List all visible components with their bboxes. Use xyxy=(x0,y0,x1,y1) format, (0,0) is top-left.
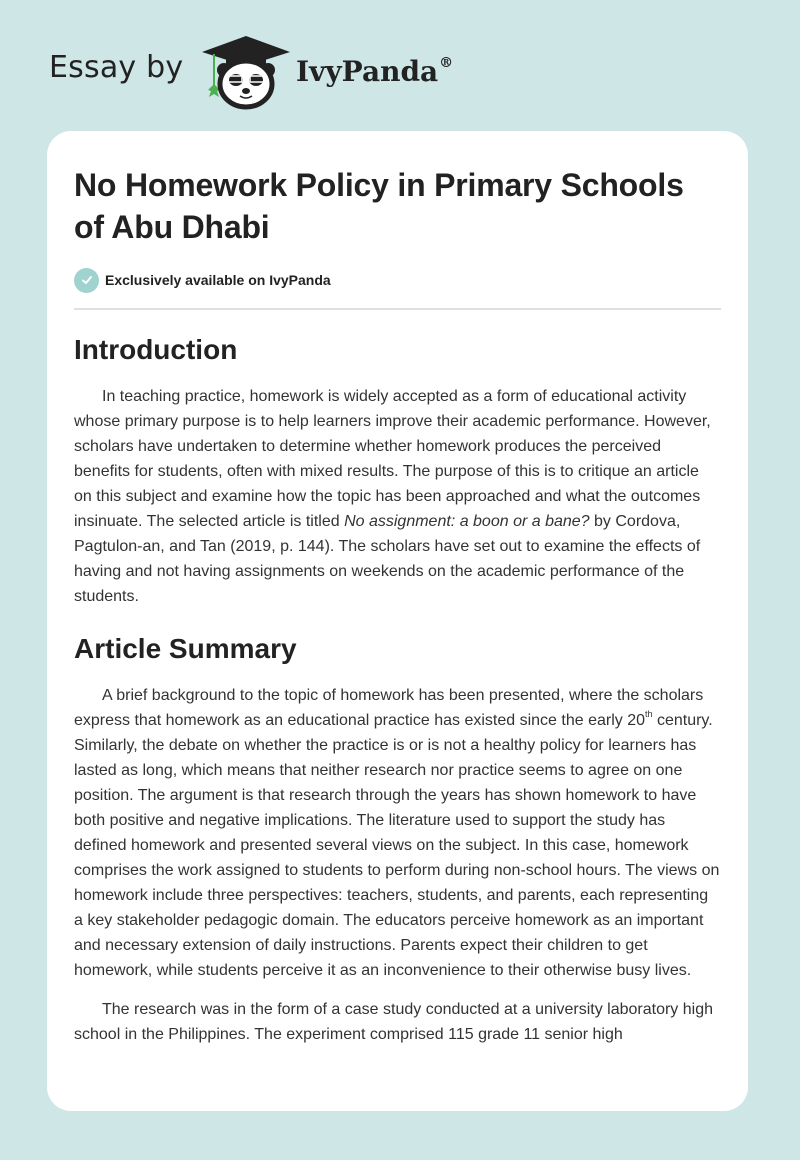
divider xyxy=(74,308,721,310)
section-heading-introduction: Introduction xyxy=(74,334,238,365)
brand-name[interactable]: IvyPanda® xyxy=(296,55,454,88)
article-title-italic: No assignment: a boon or a bane? xyxy=(344,513,590,530)
site-header xyxy=(0,0,800,130)
section-heading-article-summary: Article Summary xyxy=(74,633,297,664)
badge-text: Exclusively available on IvyPanda xyxy=(105,272,331,288)
exclusive-badge xyxy=(74,266,721,294)
panda-graduate-icon[interactable] xyxy=(200,34,292,110)
brand-prefix: Essay by xyxy=(49,50,184,85)
paragraph: A brief background to the topic of homework has been presented, where the scholars express that homework as an educational practice has existed since the early 20th century. Similarly, the debate on whether the practice is or is not a healthy policy for learners has lasted as long, which means that neither research nor practice seems to agree on one position. The argument is that research through the years has shown homework to have both positive and negative implications. The literature used to support the study has defined homework and presented several views on the subject. In this case, homework comprises the work assigned to students to perform during non-school hours. The views on homework include three perspectives: teachers, students, and parents, each representing a key stakeholder pedagogic domain. The educators perceive homework as an important and necessary extension of daily instructions. Parents expect their children to get homework, while students perceive it as an inconvenience to their otherwise busy lives. xyxy=(74,687,720,979)
paragraph: The research was in the form of a case study conducted at a university laboratory high school in the Philippines. The experiment comprised 115 grade 11 senior high xyxy=(74,1001,713,1043)
check-circle-icon xyxy=(74,268,99,293)
article-card xyxy=(47,131,748,1111)
paragraph: In teaching practice, homework is widely accepted as a form of educational activity whose primary purpose is to help learners improve their academic performance. However, scholars have undertaken to determine whether homework produces the perceived benefits for students, often with mixed results. The purpose of this is to critique an article on this subject and examine how the topic has been approached and what the outcomes insinuate. The selected article is titled No assignment: a boon or a bane? by Cordova, Pagtulon-an, and Tan (2019, p. 144). The scholars have set out to examine the effects of having and not having assignments on weekends on the academic performance of the students. xyxy=(74,388,711,605)
page-title: No Homework Policy in Primary Schools of Abu Dhabi xyxy=(74,167,684,245)
